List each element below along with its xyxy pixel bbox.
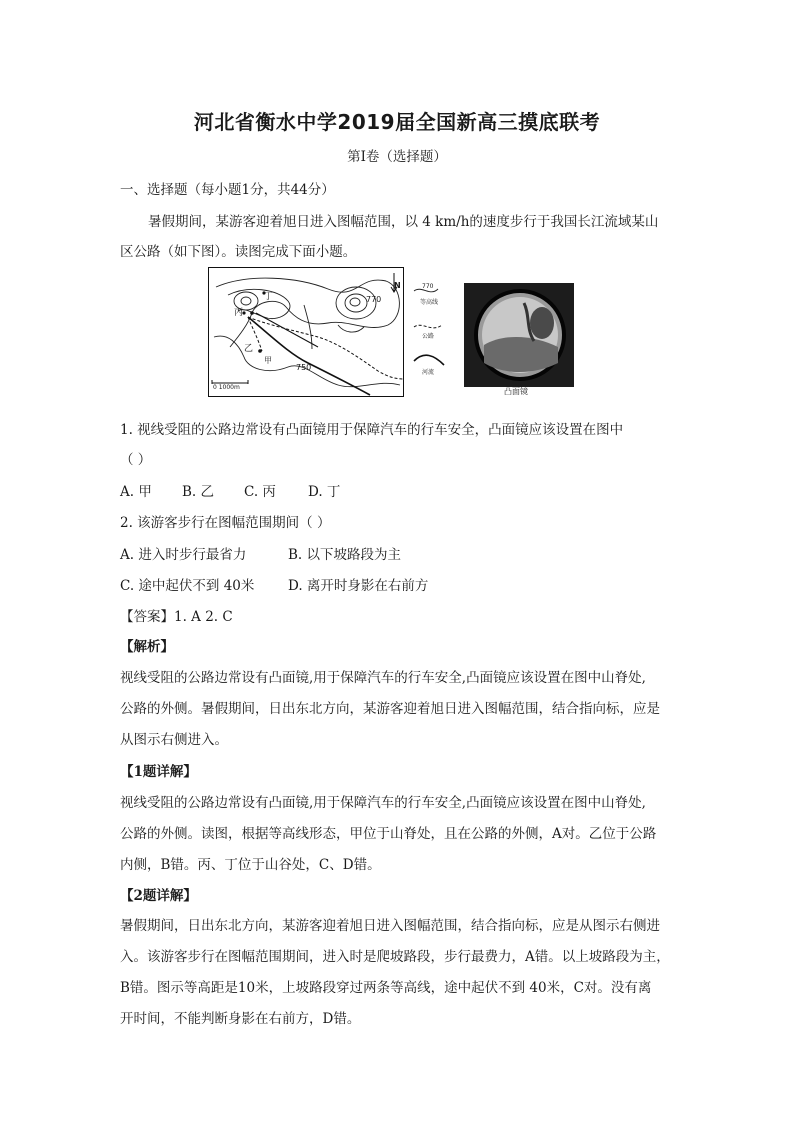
analysis-line-1: 视线受阻的公路边常设有凸面镜,用于保障汽车的行车安全,凸面镜应该设置在图中山脊处, (120, 670, 646, 686)
q1-detail-line-3: 内侧，B错。丙、丁位于山谷处，C、D错。 (120, 857, 381, 873)
map-label-ding: 丁 (264, 292, 274, 302)
answer-line: 【答案】1. A 2. C (120, 609, 233, 625)
topographic-map (208, 267, 404, 397)
q2-detail-heading: 【2题详解】 (120, 888, 197, 904)
map-label-750: 750 (296, 363, 312, 372)
map-label-yi: 乙 (244, 344, 254, 354)
q2-detail-line-4: 开时间，不能判断身影在右前方，D错。 (120, 1011, 361, 1027)
q2-detail-line-2: 入。该游客步行在图幅范围期间，进入时是爬坡路段，步行最费力，A错。以上坡路段为主， (120, 949, 670, 965)
q1-detail-heading: 【1题详解】 (120, 764, 197, 780)
scale-label: 0 1000m (213, 384, 240, 391)
q2-detail-line-3: B错。图示等高距是10米，上坡路段穿过两条等高线，途中起伏不到 40米，C对。没有离 (120, 980, 652, 996)
q2-stem: 2. 该游客步行在图幅范围期间（ ） (120, 515, 331, 531)
legend-road-label: 公路 (422, 333, 435, 340)
q2-option-c: C. 途中起伏不到 40米 (120, 578, 255, 594)
q2-option-a: A. 进入时步行最省力 (120, 547, 247, 563)
analysis-line-3: 从图示右侧进入。 (120, 732, 228, 748)
analysis-heading: 【解析】 (120, 639, 174, 655)
section-heading: 一、选择题（每小题1分，共44分） (120, 182, 335, 198)
convex-mirror-photo (464, 283, 574, 403)
map-label-770: 770 (366, 295, 382, 304)
q1-detail-line-1: 视线受阻的公路边常设有凸面镜,用于保障汽车的行车安全,凸面镜应该设置在图中山脊处, (120, 795, 646, 811)
q1-option-c: C. 丙 (244, 484, 276, 500)
legend-river-label: 河流 (422, 369, 435, 376)
q1-option-a: A. 甲 (120, 484, 152, 500)
intro-line-2: 区公路（如下图）。读图完成下面小题。 (120, 244, 357, 260)
map-label-jia: 甲 (264, 356, 272, 365)
north-label: N (394, 281, 401, 290)
q1-stem: 1. 视线受阻的公路边常设有凸面镜用于保障汽车的行车安全，凸面镜应该设置在图中 (120, 422, 624, 438)
q1-detail-line-2: 公路的外侧。读图，根据等高线形态，甲位于山脊处，且在公路的外侧，A对。乙位于公路 (120, 826, 657, 842)
document-title: 河北省衡水中学2019届全国新高三摸底联考 (193, 110, 601, 134)
analysis-line-2: 公路的外侧。暑假期间，日出东北方向，某游客迎着旭日进入图幅范围，结合指向标，应是 (120, 701, 660, 717)
map-label-bing: 丙 (234, 308, 244, 318)
q2-option-b: B. 以下坡路段为主 (288, 547, 402, 563)
q1-option-b: B. 乙 (182, 484, 215, 500)
q2-detail-line-1: 暑假期间，日出东北方向，某游客迎着旭日进入图幅范围，结合指向标，应是从图示右侧进 (120, 918, 660, 934)
q1-paren: （ ） (120, 452, 152, 468)
q1-option-d: D. 丁 (308, 484, 341, 500)
intro-line-1: 暑假期间，某游客迎着旭日进入图幅范围，以 4 km/h的速度步行于我国长江流域某山 (148, 214, 659, 230)
document-subtitle: 第I卷（选择题） (347, 149, 447, 165)
photo-caption: 凸面镜 (504, 387, 528, 396)
q2-option-d: D. 离开时身影在右前方 (288, 578, 429, 594)
legend-contour-value: 770 (422, 283, 434, 290)
legend-contour-label: 等高线 (420, 299, 439, 306)
figure (208, 267, 578, 403)
